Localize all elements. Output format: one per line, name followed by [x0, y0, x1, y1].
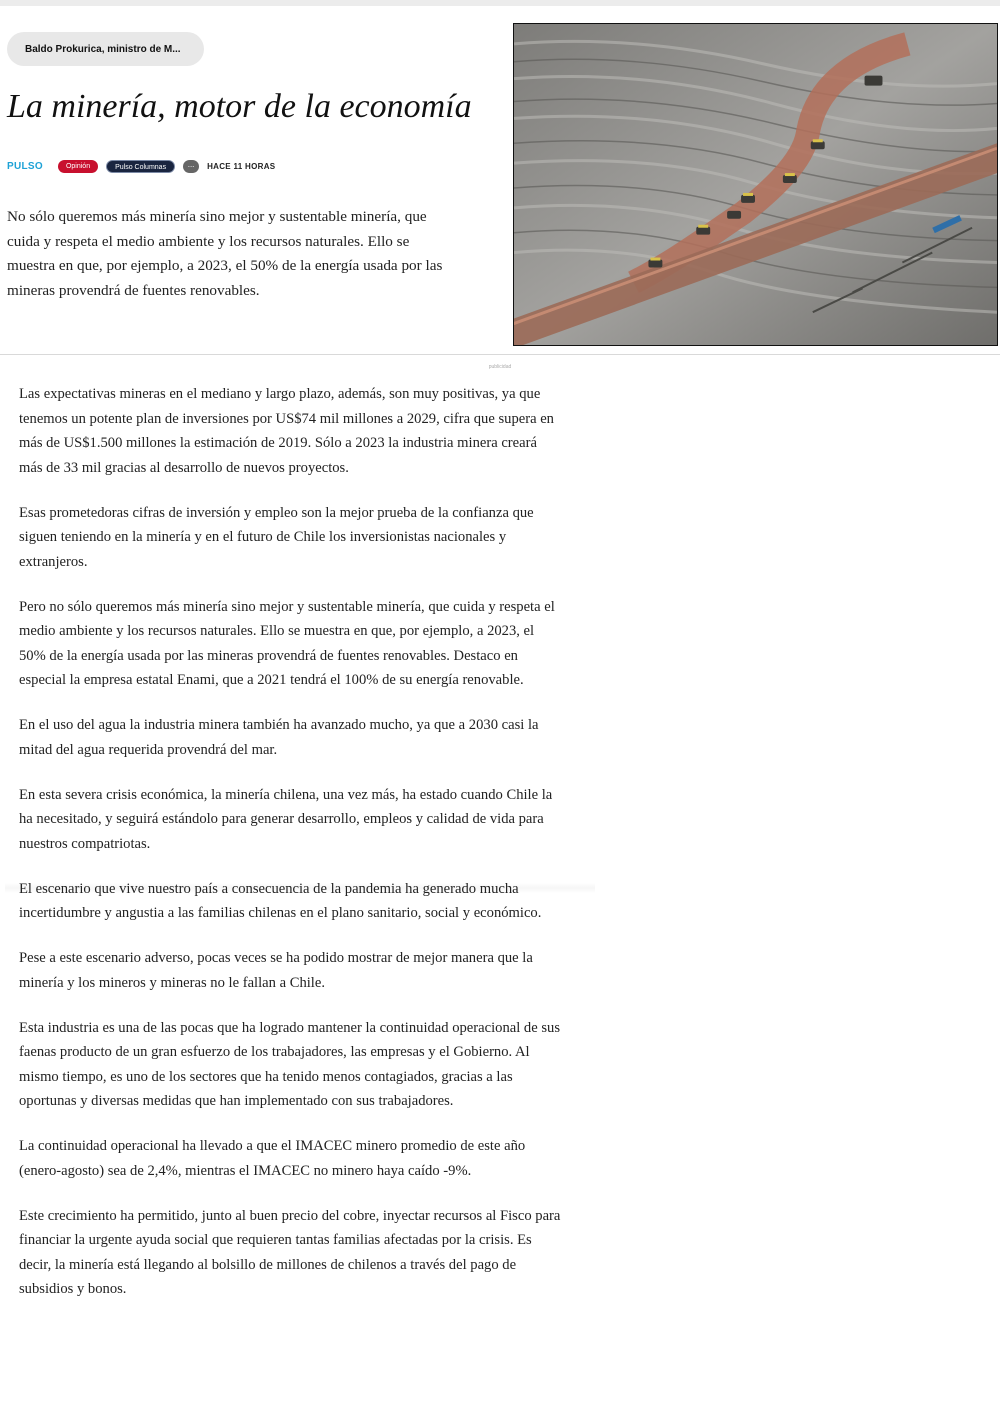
article-lede: No sólo queremos más minería sino mejor y sustentable minería, que cuida y respeta el medio ambiente y los recursos naturales. Ello se muestra en que, por ejemplo, a 2023, el 50% de la energía usada por las mineras provendrá de fuentes renovables. [7, 208, 443, 299]
article-meta [7, 158, 275, 174]
header-divider [0, 354, 1000, 355]
author-pill[interactable]: Baldo Prokurica, ministro de M... [7, 32, 204, 66]
paragraph: En el uso del agua la industria minera también ha avanzado mucho, ya que a 2030 casi la mitad del agua requerida provendrá del mar. [19, 717, 539, 758]
paragraph: El escenario que vive nuestro país a consecuencia de la pandemia ha generado mucha incertidumbre y angustia a las familias chilenas en el plano sanitario, social y económico. [19, 880, 542, 921]
paragraph: La continuidad operacional ha llevado a que el IMACEC minero promedio de este año (enero-agosto) sea de 2,4%, mientras el IMACEC no minero haya caído -9%. [19, 1138, 526, 1179]
open-pit-mine-photo-icon [514, 24, 997, 345]
tag-pulso-columnas[interactable]: Pulso Columnas [106, 160, 175, 173]
article-header [0, 6, 1000, 354]
article-headline: La minería, motor de la economía [7, 88, 472, 125]
paragraph: Pero no sólo queremos más minería sino mejor y sustentable minería, que cuida y respeta el medio ambiente y los recursos naturales. Ello se muestra en que, por ejemplo, a 2023, el 50% de la energía usada por las mineras provendrá de fuentes renovables. Destaco en especial la empresa estatal Enami, que a 2021 tendrá el 100% de su energía renovable. [19, 598, 555, 688]
paragraph: Esta industria es una de las pocas que ha logrado mantener la continuidad operacional de sus faenas producto de un gran esfuerzo de los trabajadores, las empresas y el Gobierno. Al mismo tiempo, es uno de los sectores que ha tenido menos contagiados, gracias a las oportunas y diversas medidas que han implementado con sus trabajadores. [19, 1019, 561, 1109]
more-tags-button[interactable]: ... [183, 160, 199, 173]
paragraph: En esta severa crisis económica, la minería chilena, una vez más, ha estado cuando Chile la ha necesitado, y seguirá estándolo para generar desarrollo, empleos y calidad de vida para nuestros compatriotas. [19, 786, 553, 852]
paragraph: Este crecimiento ha permitido, junto al buen precio del cobre, inyectar recursos al Fisco para financiar la urgente ayuda social que requieren tantas familias afectadas por la crisis. Es decir, la minería está llegando al bolsillo de millones de chilenos a través del pago de subsidios y bonos. [19, 1207, 561, 1297]
paragraph: Esas prometedoras cifras de inversión y empleo son la mejor prueba de la confianza que siguen teniendo en la minería y en el futuro de Chile los inversionistas nacionales y extranjeros. [19, 504, 534, 570]
ad-label: publicidad [488, 364, 512, 370]
paragraph: Pese a este escenario adverso, pocas veces se ha podido mostrar de mejor manera que la minería y los mineros y mineras no le fallan a Chile. [19, 950, 533, 991]
tag-opinion[interactable]: Opinión [58, 160, 98, 173]
hero-image [513, 23, 998, 346]
article-body [19, 382, 564, 1322]
publish-time: HACE 11 HORAS [207, 161, 276, 171]
paragraph: Las expectativas mineras en el mediano y largo plazo, además, son muy positivas, ya que tenemos un potente plan de inversiones por US$74 mil millones a 2029, cifra que supera en más de US$1.500 millones la estimación de 2019. Sólo a 2023 la industria minera creará más de 33 mil gracias al desarrollo de nuevos proyectos. [19, 386, 554, 476]
section-link[interactable]: PULSO [7, 160, 43, 172]
